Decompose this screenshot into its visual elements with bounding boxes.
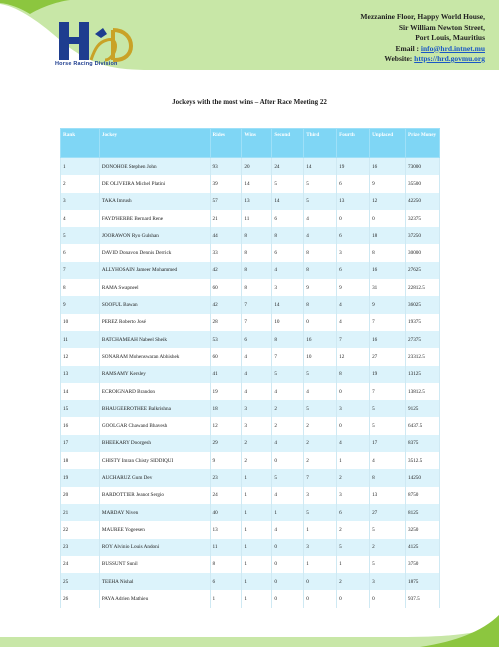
cell-prize-money: 4125	[406, 539, 440, 556]
cell-rides: 9	[210, 452, 242, 469]
cell-second: 4	[272, 383, 304, 400]
cell-fourth: 6	[337, 227, 370, 244]
cell-fourth: 4	[337, 296, 370, 313]
cell-jockey: ALLYHOSAIN Jameer Mohammed	[99, 262, 210, 279]
table-body	[61, 158, 440, 608]
website-link[interactable]: https://hrd.govmu.org	[414, 54, 485, 63]
cell-jockey: DE OLIVEIRA Michel Platini	[99, 175, 210, 192]
cell-unplaced: 2	[370, 539, 406, 556]
cell-jockey: RAMA Swapneel	[99, 279, 210, 296]
cell-fourth: 12	[337, 348, 370, 365]
cell-second: 1	[272, 504, 304, 521]
cell-fourth: 0	[337, 417, 370, 434]
table-row	[61, 590, 440, 607]
cell-unplaced: 8	[370, 244, 406, 261]
header-rank: Rank	[61, 129, 100, 158]
cell-wins: 13	[242, 193, 272, 210]
cell-rank: 12	[61, 348, 100, 365]
cell-second: 2	[272, 417, 304, 434]
cell-rank: 25	[61, 573, 100, 590]
cell-jockey: SONARAM Mohenswaran Abhishek	[99, 348, 210, 365]
cell-third: 2	[304, 435, 337, 452]
cell-prize-money: 73000	[406, 158, 440, 176]
cell-third: 3	[304, 539, 337, 556]
table-header-row	[61, 129, 440, 158]
table-row	[61, 539, 440, 556]
cell-jockey: BATCHAMEAH Nabeel Sheik	[99, 331, 210, 348]
cell-prize-money: 13125	[406, 366, 440, 383]
cell-rank: 19	[61, 469, 100, 486]
cell-fourth: 13	[337, 193, 370, 210]
cell-rank: 5	[61, 227, 100, 244]
cell-fourth: 8	[337, 366, 370, 383]
cell-fourth: 2	[337, 521, 370, 538]
email-label: Email :	[395, 43, 421, 53]
table-row	[61, 435, 440, 452]
cell-unplaced: 5	[370, 556, 406, 573]
cell-jockey: ROY Alvinio Louis Andoni	[99, 539, 210, 556]
header-fourth: Fourth	[337, 129, 370, 158]
cell-third: 8	[304, 244, 337, 261]
cell-jockey: BARDOTTIER Jeanot Sergio	[99, 487, 210, 504]
cell-second: 4	[272, 521, 304, 538]
cell-unplaced: 4	[370, 452, 406, 469]
cell-unplaced: 7	[370, 383, 406, 400]
cell-rides: 60	[210, 348, 242, 365]
cell-second: 24	[272, 158, 304, 176]
header-second: Second	[272, 129, 304, 158]
cell-second: 0	[272, 556, 304, 573]
cell-prize-money: 937.5	[406, 590, 440, 607]
cell-wins: 1	[242, 590, 272, 607]
cell-third: 5	[304, 366, 337, 383]
cell-rides: 39	[210, 175, 242, 192]
table-row	[61, 158, 440, 176]
cell-prize-money: 8750	[406, 487, 440, 504]
table-row	[61, 193, 440, 210]
cell-unplaced: 5	[370, 521, 406, 538]
cell-rank: 18	[61, 452, 100, 469]
cell-prize-money: 42250	[406, 193, 440, 210]
cell-third: 1	[304, 556, 337, 573]
cell-fourth: 6	[337, 504, 370, 521]
cell-third: 5	[304, 175, 337, 192]
cell-wins: 1	[242, 469, 272, 486]
cell-prize-money: 14250	[406, 469, 440, 486]
cell-fourth: 2	[337, 469, 370, 486]
cell-second: 5	[272, 175, 304, 192]
cell-wins: 8	[242, 244, 272, 261]
footer-band	[0, 607, 499, 647]
cell-third: 3	[304, 487, 337, 504]
cell-rank: 8	[61, 279, 100, 296]
cell-rank: 13	[61, 366, 100, 383]
header-wins: Wins	[242, 129, 272, 158]
cell-prize-money: 37250	[406, 227, 440, 244]
cell-third: 2	[304, 452, 337, 469]
header-unplaced: Unplaced	[370, 129, 406, 158]
cell-unplaced: 12	[370, 193, 406, 210]
cell-second: 14	[272, 296, 304, 313]
table-row	[61, 573, 440, 590]
cell-third: 16	[304, 331, 337, 348]
cell-jockey: MAUREE Yogeesen	[99, 521, 210, 538]
email-line	[360, 44, 485, 55]
table-row	[61, 175, 440, 192]
cell-wins: 3	[242, 400, 272, 417]
cell-prize-money: 36025	[406, 296, 440, 313]
cell-rank: 20	[61, 487, 100, 504]
cell-unplaced: 18	[370, 227, 406, 244]
cell-prize-money: 13812.5	[406, 383, 440, 400]
cell-unplaced: 27	[370, 348, 406, 365]
table-row	[61, 469, 440, 486]
cell-wins: 2	[242, 452, 272, 469]
cell-jockey: TAKA Imrush	[99, 193, 210, 210]
cell-wins: 11	[242, 210, 272, 227]
cell-rides: 19	[210, 383, 242, 400]
cell-unplaced: 8	[370, 469, 406, 486]
table-row	[61, 262, 440, 279]
cell-fourth: 6	[337, 175, 370, 192]
cell-unplaced: 5	[370, 417, 406, 434]
header-prize-money: Prize Money	[406, 129, 440, 158]
cell-third: 0	[304, 573, 337, 590]
cell-rides: 40	[210, 504, 242, 521]
cell-third: 8	[304, 262, 337, 279]
cell-prize-money: 3750	[406, 556, 440, 573]
cell-third: 4	[304, 227, 337, 244]
cell-fourth: 4	[337, 435, 370, 452]
cell-second: 2	[272, 400, 304, 417]
cell-fourth: 3	[337, 244, 370, 261]
cell-third: 10	[304, 348, 337, 365]
cell-rank: 17	[61, 435, 100, 452]
cell-second: 8	[272, 331, 304, 348]
cell-rides: 93	[210, 158, 242, 176]
table-row	[61, 556, 440, 573]
cell-rides: 33	[210, 244, 242, 261]
cell-rank: 1	[61, 158, 100, 176]
cell-jockey: MARDAY Niven	[99, 504, 210, 521]
cell-wins: 14	[242, 175, 272, 192]
cell-jockey: BHAUGEEROTHEE Balkrishna	[99, 400, 210, 417]
cell-second: 4	[272, 435, 304, 452]
table-row	[61, 400, 440, 417]
cell-jockey: PAYA Adrien Mathieu	[99, 590, 210, 607]
cell-prize-money: 27625	[406, 262, 440, 279]
cell-prize-money: 6437.5	[406, 417, 440, 434]
cell-wins: 1	[242, 556, 272, 573]
cell-rides: 53	[210, 331, 242, 348]
cell-third: 4	[304, 210, 337, 227]
cell-jockey: DAVID Donavon Dennis Derrick	[99, 244, 210, 261]
address-block	[360, 12, 485, 65]
table-row	[61, 366, 440, 383]
table-row	[61, 210, 440, 227]
cell-fourth: 1	[337, 452, 370, 469]
cell-rides: 18	[210, 400, 242, 417]
cell-fourth: 4	[337, 314, 370, 331]
table-row	[61, 383, 440, 400]
cell-second: 3	[272, 279, 304, 296]
cell-rank: 24	[61, 556, 100, 573]
cell-unplaced: 17	[370, 435, 406, 452]
cell-rides: 24	[210, 487, 242, 504]
cell-wins: 8	[242, 227, 272, 244]
cell-rides: 44	[210, 227, 242, 244]
cell-rank: 7	[61, 262, 100, 279]
cell-rides: 1	[210, 590, 242, 607]
cell-second: 8	[272, 227, 304, 244]
cell-second: 0	[272, 590, 304, 607]
cell-third: 8	[304, 296, 337, 313]
cell-unplaced: 9	[370, 175, 406, 192]
address-line-3: Port Louis, Mauritius	[415, 33, 485, 42]
table-row	[61, 504, 440, 521]
cell-wins: 6	[242, 331, 272, 348]
cell-wins: 20	[242, 158, 272, 176]
cell-prize-money: 30000	[406, 244, 440, 261]
cell-fourth: 19	[337, 158, 370, 176]
cell-wins: 4	[242, 383, 272, 400]
cell-second: 7	[272, 348, 304, 365]
cell-fourth: 9	[337, 279, 370, 296]
cell-jockey: ECROIGNARD Brandon	[99, 383, 210, 400]
cell-second: 14	[272, 193, 304, 210]
cell-wins: 7	[242, 296, 272, 313]
cell-rank: 10	[61, 314, 100, 331]
cell-second: 0	[272, 539, 304, 556]
cell-prize-money: 23312.5	[406, 348, 440, 365]
cell-jockey: AUCHARUZ Gum Dev	[99, 469, 210, 486]
cell-rides: 41	[210, 366, 242, 383]
cell-rank: 3	[61, 193, 100, 210]
cell-prize-money: 8125	[406, 504, 440, 521]
cell-second: 6	[272, 244, 304, 261]
cell-wins: 1	[242, 521, 272, 538]
table-row	[61, 227, 440, 244]
cell-rides: 23	[210, 469, 242, 486]
table-header	[61, 129, 440, 158]
cell-fourth: 0	[337, 210, 370, 227]
cell-jockey: PEREZ Roberto José	[99, 314, 210, 331]
cell-jockey: GOOLGAR Chawand Bhavesh	[99, 417, 210, 434]
cell-second: 0	[272, 452, 304, 469]
cell-second: 4	[272, 262, 304, 279]
cell-rank: 23	[61, 539, 100, 556]
cell-unplaced: 5	[370, 400, 406, 417]
table-row	[61, 244, 440, 261]
table-row	[61, 452, 440, 469]
cell-fourth: 0	[337, 383, 370, 400]
cell-jockey: FAYD'HERBE Bernard Rene	[99, 210, 210, 227]
logo-caption: Horse Racing Division	[55, 61, 118, 67]
cell-rank: 22	[61, 521, 100, 538]
cell-unplaced: 3	[370, 573, 406, 590]
cell-prize-money: 35500	[406, 175, 440, 192]
cell-third: 14	[304, 158, 337, 176]
cell-unplaced: 7	[370, 314, 406, 331]
cell-wins: 8	[242, 262, 272, 279]
address-line-2: Sir William Newton Street,	[398, 22, 485, 32]
cell-prize-money: 3250	[406, 521, 440, 538]
cell-rank: 15	[61, 400, 100, 417]
cell-wins: 3	[242, 417, 272, 434]
header-rides: Rides	[210, 129, 242, 158]
cell-jockey: SOOFUL Bawan	[99, 296, 210, 313]
cell-jockey: BUSSUNT Sunil	[99, 556, 210, 573]
cell-third: 0	[304, 314, 337, 331]
cell-rides: 8	[210, 556, 242, 573]
cell-second: 6	[272, 210, 304, 227]
cell-rides: 29	[210, 435, 242, 452]
cell-unplaced: 16	[370, 158, 406, 176]
cell-wins: 8	[242, 279, 272, 296]
cell-rides: 12	[210, 417, 242, 434]
cell-fourth: 2	[337, 573, 370, 590]
cell-rides: 60	[210, 279, 242, 296]
cell-rank: 14	[61, 383, 100, 400]
cell-third: 2	[304, 417, 337, 434]
cell-third: 5	[304, 400, 337, 417]
table-row	[61, 314, 440, 331]
jockey-table	[60, 128, 440, 608]
table-row	[61, 279, 440, 296]
cell-fourth: 1	[337, 556, 370, 573]
table-row	[61, 487, 440, 504]
cell-wins: 4	[242, 348, 272, 365]
cell-rides: 21	[210, 210, 242, 227]
website-label: Website:	[384, 54, 415, 63]
page-title: Jockeys with the most wins – After Race Meeting 22	[172, 98, 327, 106]
email-link[interactable]: info@hrd.intnet.mu	[420, 43, 485, 53]
cell-jockey: JOORAWON Ryo Gulshan	[99, 227, 210, 244]
cell-rank: 2	[61, 175, 100, 192]
cell-rides: 13	[210, 521, 242, 538]
cell-third: 0	[304, 590, 337, 607]
cell-rank: 6	[61, 244, 100, 261]
table-row	[61, 296, 440, 313]
cell-rides: 28	[210, 314, 242, 331]
cell-unplaced: 0	[370, 590, 406, 607]
cell-second: 0	[272, 573, 304, 590]
cell-third: 7	[304, 469, 337, 486]
cell-prize-money: 1875	[406, 573, 440, 590]
cell-unplaced: 13	[370, 487, 406, 504]
cell-wins: 2	[242, 435, 272, 452]
cell-rides: 42	[210, 262, 242, 279]
cell-unplaced: 16	[370, 331, 406, 348]
cell-unplaced: 31	[370, 279, 406, 296]
cell-fourth: 6	[337, 262, 370, 279]
cell-unplaced: 19	[370, 366, 406, 383]
cell-third: 5	[304, 193, 337, 210]
cell-rides: 57	[210, 193, 242, 210]
cell-jockey: CHISTY Imran Chisty SIDDIQUI	[99, 452, 210, 469]
cell-wins: 1	[242, 487, 272, 504]
cell-jockey: BHEEKARY Doorgesh	[99, 435, 210, 452]
footer-band-light	[0, 627, 499, 647]
cell-rank: 16	[61, 417, 100, 434]
cell-fourth: 3	[337, 400, 370, 417]
cell-prize-money: 8375	[406, 435, 440, 452]
cell-wins: 1	[242, 573, 272, 590]
cell-prize-money: 32375	[406, 210, 440, 227]
cell-second: 10	[272, 314, 304, 331]
website-line	[360, 54, 485, 65]
cell-third: 4	[304, 383, 337, 400]
header-jockey: Jockey	[99, 129, 210, 158]
cell-prize-money: 19375	[406, 314, 440, 331]
cell-rank: 11	[61, 331, 100, 348]
cell-prize-money: 3512.5	[406, 452, 440, 469]
cell-rank: 21	[61, 504, 100, 521]
cell-unplaced: 0	[370, 210, 406, 227]
cell-jockey: RAMSAMY Kersley	[99, 366, 210, 383]
cell-second: 4	[272, 487, 304, 504]
cell-prize-money: 27375	[406, 331, 440, 348]
cell-fourth: 3	[337, 487, 370, 504]
cell-third: 9	[304, 279, 337, 296]
cell-rank: 26	[61, 590, 100, 607]
cell-wins: 1	[242, 504, 272, 521]
cell-unplaced: 27	[370, 504, 406, 521]
cell-rank: 9	[61, 296, 100, 313]
cell-jockey: TEEHA Nishal	[99, 573, 210, 590]
cell-wins: 1	[242, 539, 272, 556]
header-third: Third	[304, 129, 337, 158]
cell-rides: 6	[210, 573, 242, 590]
cell-second: 5	[272, 366, 304, 383]
table-row	[61, 331, 440, 348]
cell-rank: 4	[61, 210, 100, 227]
cell-second: 5	[272, 469, 304, 486]
cell-jockey: DONOHOE Stephen John	[99, 158, 210, 176]
address-line-1: Mezzanine Floor, Happy World House,	[360, 12, 485, 21]
cell-wins: 4	[242, 366, 272, 383]
cell-fourth: 0	[337, 590, 370, 607]
table-row	[61, 348, 440, 365]
cell-rides: 11	[210, 539, 242, 556]
cell-prize-money: 9125	[406, 400, 440, 417]
cell-wins: 7	[242, 314, 272, 331]
cell-prize-money: 22812.5	[406, 279, 440, 296]
cell-unplaced: 9	[370, 296, 406, 313]
cell-rides: 42	[210, 296, 242, 313]
cell-third: 5	[304, 504, 337, 521]
cell-unplaced: 16	[370, 262, 406, 279]
cell-fourth: 7	[337, 331, 370, 348]
cell-third: 1	[304, 521, 337, 538]
cell-fourth: 5	[337, 539, 370, 556]
table-row	[61, 417, 440, 434]
table-row	[61, 521, 440, 538]
